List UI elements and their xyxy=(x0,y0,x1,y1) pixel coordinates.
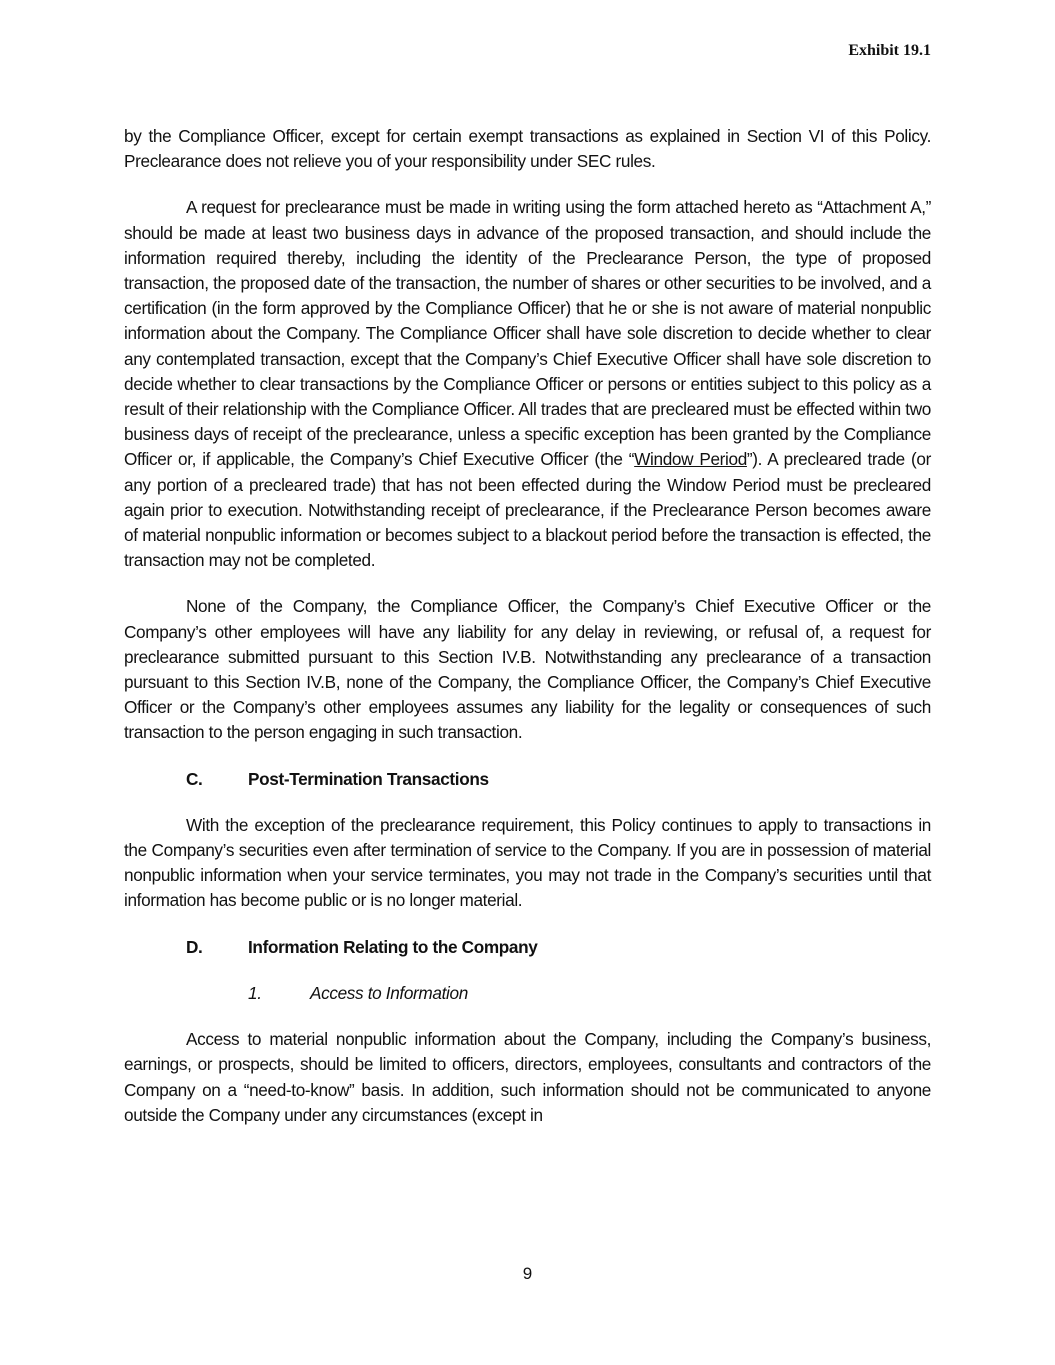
section-title: Information Relating to the Company xyxy=(248,936,538,957)
exhibit-label: Exhibit 19.1 xyxy=(848,42,931,59)
section-number: C. xyxy=(186,768,203,789)
subsection-title: Access to Information xyxy=(310,982,468,1003)
page-number: 9 xyxy=(522,1264,533,1283)
paragraph-liability: None of the Company, the Compliance Officer, the Company’s Chief Executive Officer or the Company’s other employees will have any liability for any delay in reviewing, or refusal of, a request for preclearance submitted pursuant to this Section IV.B. Notwithstanding any preclearance of a transaction pursuant to this Section IV.B, none of the Company, the Compliance Officer, the Company’s Chief Executive Officer or the Company’s other employees assumes any liability for the legality or consequences of such transaction to the person engaging in such transaction. xyxy=(124,596,931,743)
paragraph-preclearance-continued: by the Compliance Officer, except for certain exempt transactions as explained in Section VI of this Policy. Preclearance does not relieve you of your responsibility under SEC rules. xyxy=(124,126,931,172)
section-number: D. xyxy=(186,936,203,957)
paragraph-post-termination: With the exception of the preclearance requirement, this Policy continues to apply to transactions in the Company’s securities even after termination of service to the Company. If you are in possession of material nonpublic information when your service terminates, you may not trade in the Company’s securities until that information has become public or is no longer material. xyxy=(124,814,931,911)
section-heading-c xyxy=(186,767,931,792)
subsection-heading-d1 xyxy=(248,981,931,1006)
section-title: Post-Termination Transactions xyxy=(248,768,489,789)
defined-term-window-period: Window Period xyxy=(634,449,747,470)
paragraph-preclearance-request: A request for preclearance must be made in writing using the form attached hereto as “Attachment A,” should be made at least two business days in advance of the proposed transaction, and should include the information required thereby, including the identity of the Preclearance Person, the type of proposed transaction, the proposed date of the transaction, the number of shares or other securities to be involved, and a certification (in the form approved by the Compliance Officer) that he or she is not aware of material nonpublic information about the Company. The Compliance Officer shall have sole discretion to decide whether to clear any contemplated transaction, except that the Company’s Chief Executive Officer shall have sole discretion to decide whether to clear transactions by the Compliance Officer or persons or entities subject to this policy as a result of their relationship with the Compliance Officer. All trades that are precleared must be effected within two business days of receipt of the preclearance, unless a specific exception has been granted by the Compliance Officer or, if applicable, the Company’s Chief Executive Officer (the “Window Period”). A precleared trade (or any portion of a precleared trade) that has not been effected during the Window Period must be precleared again prior to execution. Notwithstanding receipt of preclearance, if the Preclearance Person becomes aware of material nonpublic information or becomes subject to a blackout period before the transaction is effected, the transaction may not be completed. xyxy=(124,197,931,571)
document-body xyxy=(124,124,931,1149)
paragraph-access-to-information: Access to material nonpublic information about the Company, including the Company’s business, earnings, or prospects, should be limited to officers, directors, employees, consultants and contractors of the Company on a “need-to-know” basis. In addition, such information should not be communicated to anyone outside the Company under any circumstances (except in xyxy=(124,1029,931,1125)
section-heading-d xyxy=(186,935,931,960)
subsection-number: 1. xyxy=(248,982,262,1003)
